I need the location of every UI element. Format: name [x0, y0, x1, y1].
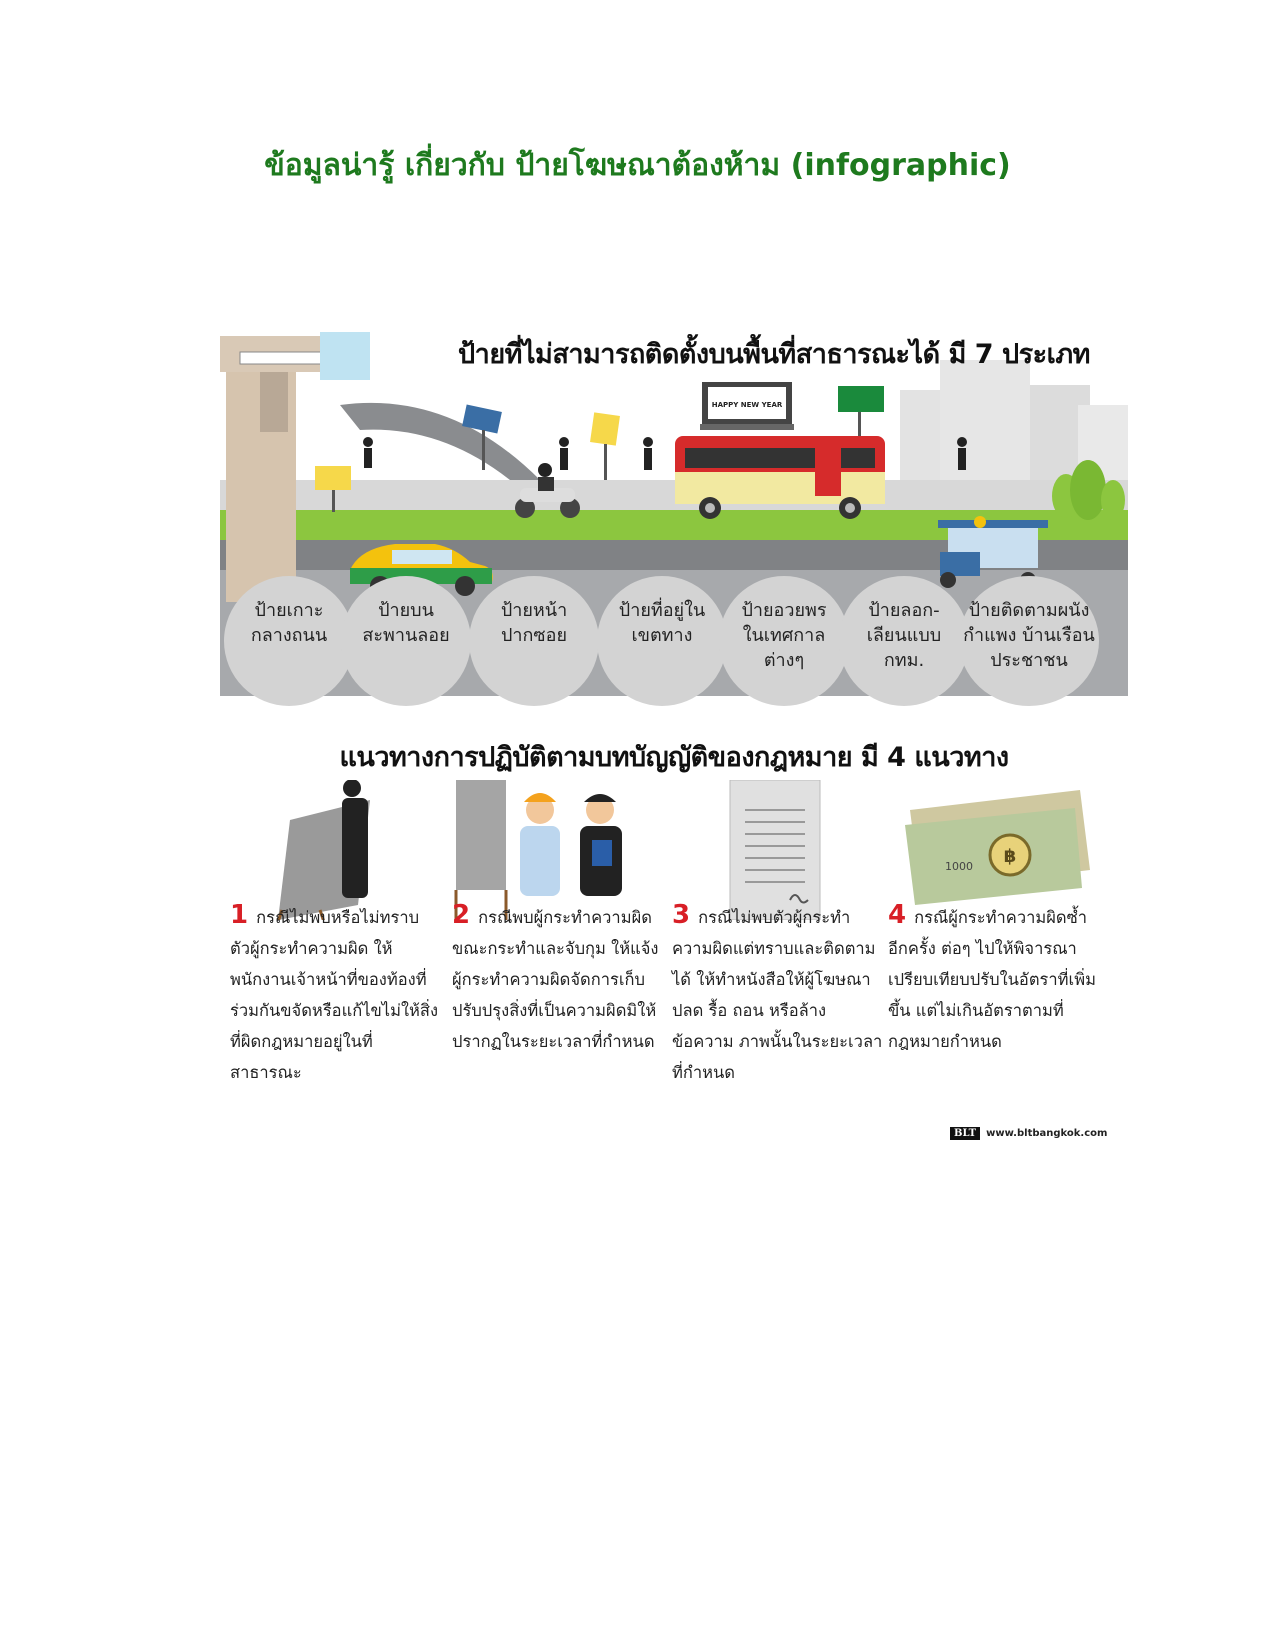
sign-type-circle	[341, 576, 471, 706]
sign-type-label: ป้ายอวยพร ในเทศกาล ต่างๆ	[741, 600, 827, 671]
guideline-number: 4	[888, 900, 907, 930]
svg-text:฿: ฿	[1003, 846, 1017, 867]
sign-type-circle	[839, 576, 969, 706]
sign-type-circle	[224, 576, 354, 706]
document-illustration	[730, 780, 820, 920]
sign-type-label: ป้ายติดตามผนัง กำแพง บ้านเรือน ประชาชน	[963, 600, 1095, 671]
sign-types-list	[224, 576, 1124, 706]
banknote-value: 1000	[945, 860, 973, 873]
guideline-text: กรณีไม่พบหรือไม่ทราบตัวผู้กระทำความผิด ให้พนักงานเจ้าหน้าที่ของท้องที่ร่วมกันขจัดหรือแก้ไขไม่ให้สิ่งที่ผิดกฎหมายอยู่ในที่สาธารณะ	[230, 908, 439, 1082]
guideline-number: 2	[452, 900, 471, 930]
sign-type-circle	[597, 576, 727, 706]
banknotes-illustration	[905, 790, 1090, 905]
sign-type-label: ป้ายลอก- เลียนแบบ กทม.	[866, 600, 942, 671]
sign-types-heading: ป้ายที่ไม่สามารถติดตั้งบนพื้นที่สาธารณะได้ มี 7 ประเภท	[458, 339, 1090, 370]
guideline-1	[230, 900, 442, 1088]
sign-type-circle	[469, 576, 599, 706]
brand-logo: BLT	[950, 1127, 980, 1140]
sign-type-label: ป้ายเกาะ กลางถนน	[250, 600, 328, 646]
guideline-4	[888, 900, 1100, 1057]
guideline-3	[672, 900, 884, 1088]
billboard-text: HAPPY NEW YEAR	[711, 401, 783, 409]
sign-type-label: ป้ายที่อยู่ใน เขตทาง	[618, 600, 706, 646]
sign-type-circle	[719, 576, 849, 706]
guideline-number: 1	[230, 900, 249, 930]
guideline-number: 3	[672, 900, 691, 930]
guideline-text: กรณีผู้กระทำความผิดซ้ำอีกครั้ง ต่อๆ ไปให้พิจารณาเปรียบเทียบปรับในอัตราที่เพิ่มขึ้น แต่ไม่เกินอัตราตามที่กฎหมายกำหนด	[888, 908, 1096, 1051]
brand-url: www.bltbangkok.com	[986, 1128, 1108, 1139]
guidelines-heading: แนวทางการปฏิบัติตามบทบัญญัติของกฎหมาย มี 4 แนวทาง	[339, 742, 1009, 773]
guideline-2	[452, 900, 664, 1057]
guideline-text: กรณีพบผู้กระทำความผิดขณะกระทำและจับกุม ให้แจ้งผู้กระทำความผิดจัดการเก็บ ปรับปรุงสิ่งที่เป็นความผิดมิให้ปรากฏในระยะเวลาที่กำหนด	[452, 908, 659, 1051]
brand-credit	[950, 1127, 1107, 1140]
guideline-text: กรณีไม่พบตัวผู้กระทำความผิดแต่ทราบและติดตามได้ ให้ทำหนังสือให้ผู้โฆษณาปลด รื้อ ถอน หรือล้างข้อความ ภาพนั้นในระยะเวลาที่กำหนด	[672, 908, 883, 1082]
document-title: ข้อมูลน่ารู้ เกี่ยวกับ ป้ายโฆษณาต้องห้าม (infographic)	[264, 148, 1011, 183]
guideline-illustrations	[220, 780, 1128, 920]
officer-with-board-illustration	[272, 780, 370, 920]
sign-type-label: ป้ายหน้า ปากซอย	[500, 600, 568, 646]
infographic	[220, 330, 1128, 1190]
sign-type-label: ป้ายบน สะพานลอย	[362, 600, 450, 646]
sign-type-circle	[959, 576, 1099, 706]
officer-and-worker-illustration	[456, 780, 622, 920]
